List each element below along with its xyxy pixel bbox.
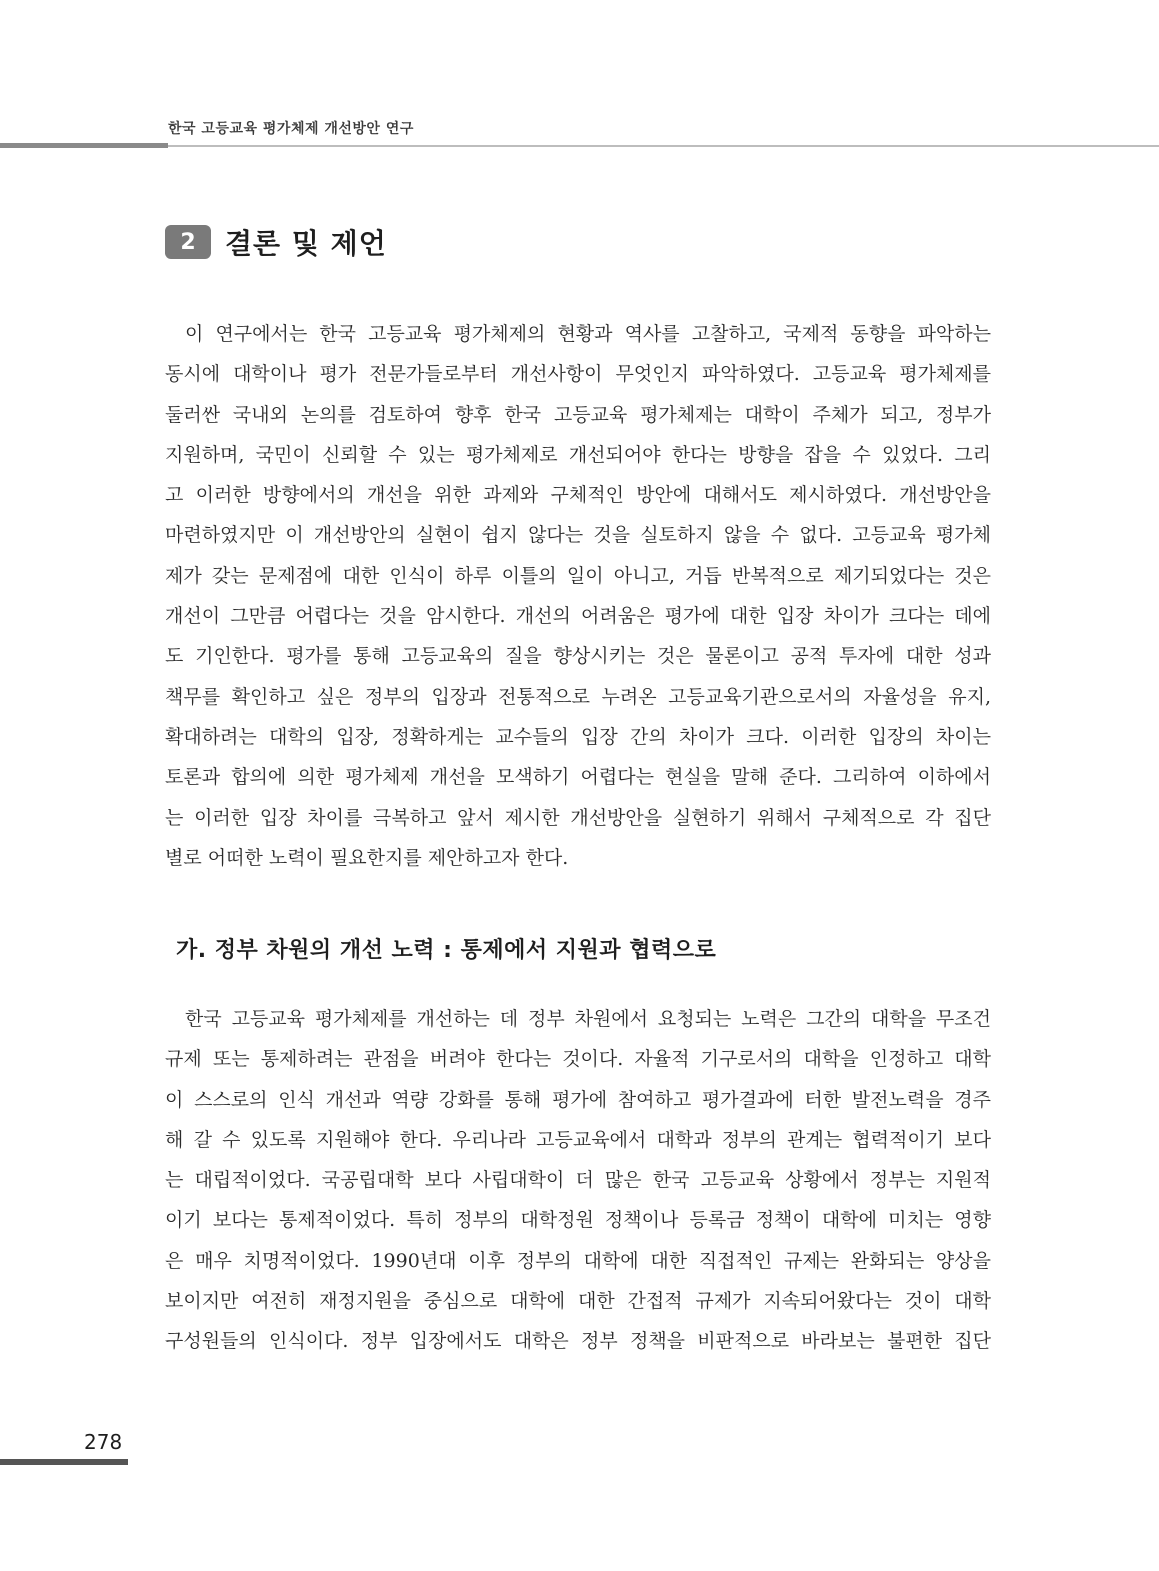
- paragraph-intro: [165, 314, 991, 878]
- header-rule: [168, 145, 1159, 147]
- text-line: 한국 고등교육 평가체제를 개선하는 데 정부 차원에서 요청되는 노력은 그간의 대학을 무조건: [185, 1008, 991, 1030]
- text-line: 제가 갖는 문제점에 대한 인식이 하루 이틀의 일이 아니고, 거듭 반복적으로 제기되었다는 것은: [165, 564, 991, 587]
- text-line: 은 매우 치명적이었다. 1990년대 이후 정부의 대학에 대한 직접적인 규제는 완화되는 양상을: [165, 1249, 991, 1272]
- text-line: 구성원들의 인식이다. 정부 입장에서도 대학은 정부 정책을 비판적으로 바라보는 불편한 집단: [165, 1330, 991, 1353]
- text-line: 별로 어떠한 노력이 필요한지를 제안하고자 한다.: [165, 846, 569, 869]
- text-line: 이기 보다는 통제적이었다. 특히 정부의 대학정원 정책이나 등록금 정책이 대학에 미치는 영향: [165, 1209, 991, 1232]
- text-line: 해 갈 수 있도록 지원해야 한다. 우리나라 고등교육에서 대학과 정부의 관계는 협력적이기 보다: [165, 1128, 991, 1151]
- text-line: 지원하며, 국민이 신뢰할 수 있는 평가체제로 개선되어야 한다는 방향을 잡을 수 있었다. 그리: [165, 443, 991, 466]
- text-line: 이 스스로의 인식 개선과 역량 강화를 통해 평가에 참여하고 평가결과에 터한 발전노력을 경주: [165, 1088, 991, 1111]
- text-line: 확대하려는 대학의 입장, 정확하게는 교수들의 입장 간의 차이가 크다. 이러한 입장의 차이는: [165, 725, 991, 748]
- text-line: 둘러싼 국내외 논의를 검토하여 향후 한국 고등교육 평가체제는 대학이 주체가 되고, 정부가: [165, 403, 991, 426]
- paragraph-government: [165, 999, 991, 1362]
- text-line: 고 이러한 방향에서의 개선을 위한 과제와 구체적인 방안에 대해서도 제시하였다. 개선방안을: [165, 484, 991, 507]
- section-number-badge: 2: [165, 225, 211, 259]
- text-line: 책무를 확인하고 싶은 정부의 입장과 전통적으로 누려온 고등교육기관으로서의 자율성을 유지,: [165, 685, 991, 708]
- text-line: 도 기인한다. 평가를 통해 고등교육의 질을 향상시키는 것은 물론이고 공적 투자에 대한 성과: [165, 645, 991, 668]
- footer-rule: [0, 1459, 128, 1465]
- text-line: 동시에 대학이나 평가 전문가들로부터 개선사항이 무엇인지 파악하였다. 고등교육 평가체제를: [165, 363, 991, 386]
- running-header: 한국 고등교육 평가체제 개선방안 연구: [168, 121, 414, 137]
- text-line: 개선이 그만큼 어렵다는 것을 암시한다. 개선의 어려움은 평가에 대한 입장 차이가 크다는 데에: [165, 605, 991, 628]
- text-line: 는 대립적이었다. 국공립대학 보다 사립대학이 더 많은 한국 고등교육 상황에서 정부는 지원적: [165, 1169, 991, 1192]
- text-line: 는 이러한 입장 차이를 극복하고 앞서 제시한 개선방안을 실현하기 위해서 구체적으로 각 집단: [165, 806, 991, 829]
- subsection-title: 가. 정부 차원의 개선 노력 : 통제에서 지원과 협력으로: [176, 938, 717, 963]
- text-line: 보이지만 여전히 재정지원을 중심으로 대학에 대한 간접적 규제가 지속되어왔다는 것이 대학: [165, 1290, 991, 1313]
- text-line: 이 연구에서는 한국 고등교육 평가체제의 현황과 역사를 고찰하고, 국제적 동향을 파악하는: [185, 323, 991, 345]
- page-number: 278: [84, 1430, 123, 1454]
- text-line: 마련하였지만 이 개선방안의 실현이 쉽지 않다는 것을 실토하지 않을 수 없다. 고등교육 평가체: [165, 524, 991, 547]
- text-line: 토론과 합의에 의한 평가체제 개선을 모색하기 어렵다는 현실을 말해 준다. 그리하여 이하에서: [165, 766, 991, 789]
- text-line: 규제 또는 통제하려는 관점을 버려야 한다는 것이다. 자율적 기구로서의 대학을 인정하고 대학: [165, 1048, 991, 1071]
- section-heading: [165, 222, 387, 262]
- section-title: 결론 및 제언: [225, 227, 387, 260]
- header-rule-accent: [0, 143, 168, 148]
